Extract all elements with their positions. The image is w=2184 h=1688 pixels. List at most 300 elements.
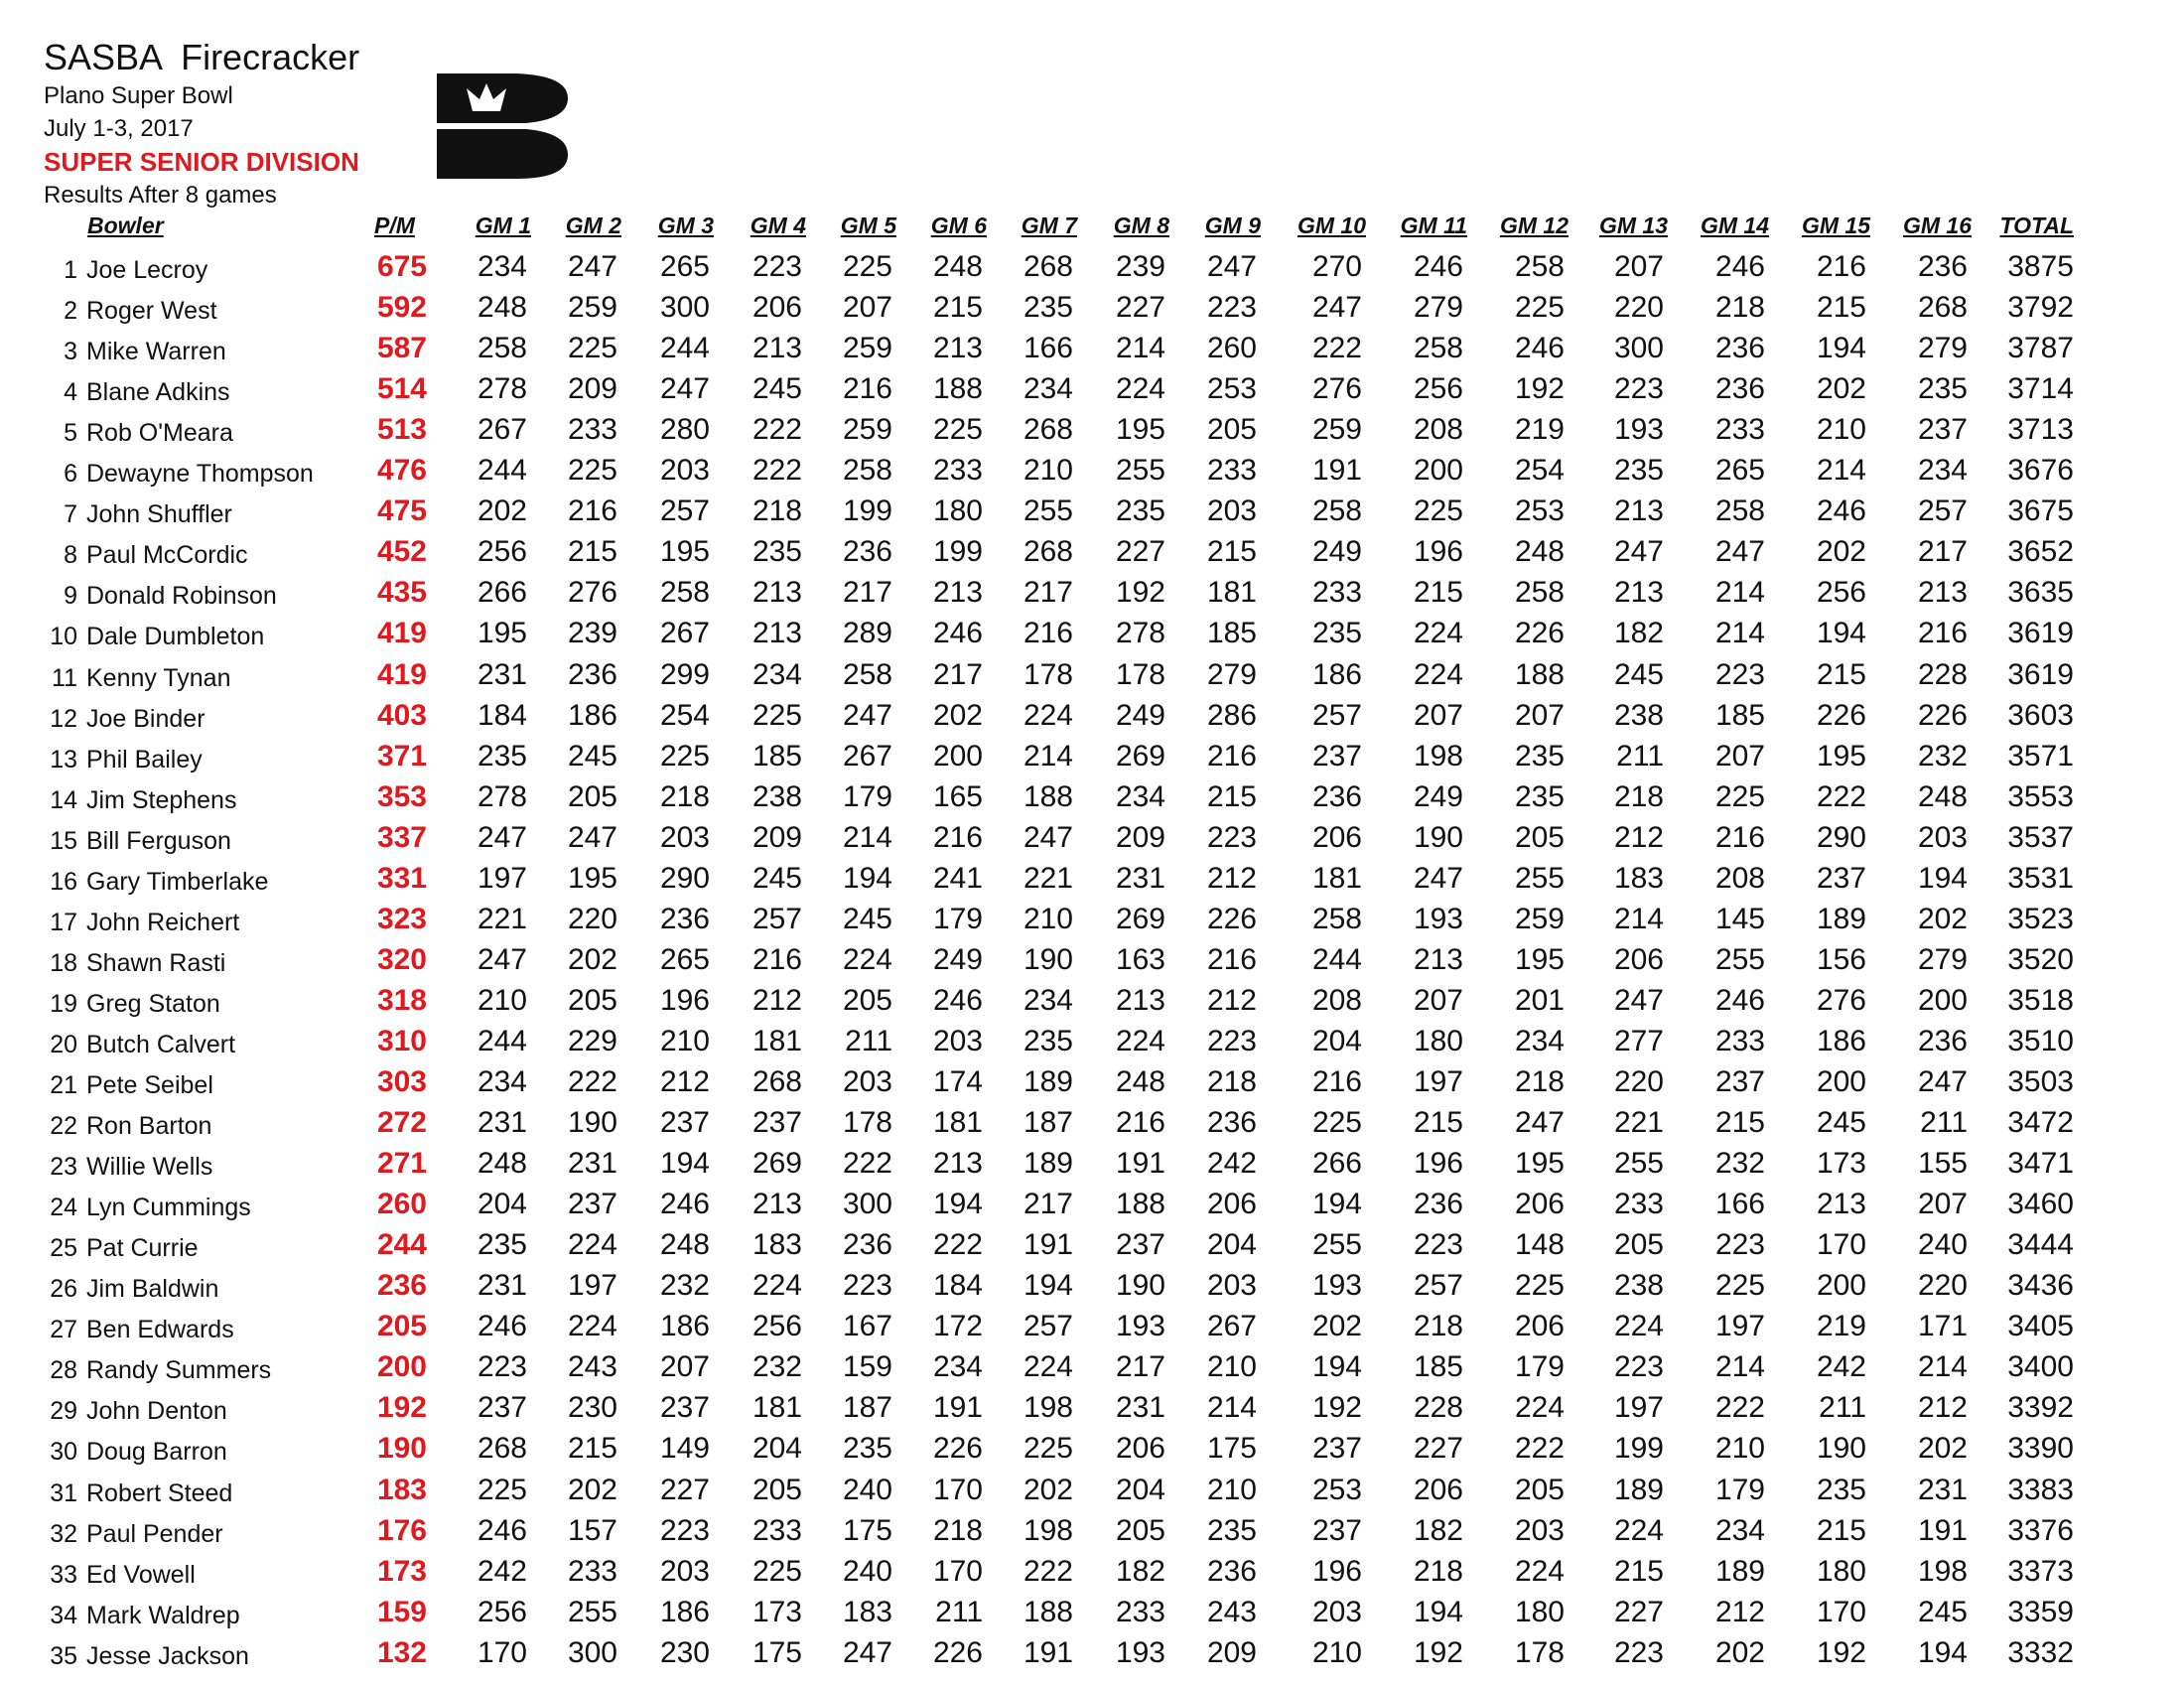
game-score: 234	[1917, 454, 1968, 488]
game-score: 268	[1023, 413, 1073, 447]
game-score: 220	[1613, 1065, 1664, 1098]
game-score: 233	[1311, 576, 1362, 610]
game-score: 193	[1311, 1269, 1362, 1303]
table-row	[0, 858, 2184, 899]
game-score: 210	[477, 983, 527, 1017]
game-score: 200	[1816, 1065, 1866, 1098]
game-score: 234	[1023, 983, 1073, 1017]
column-header-game: GM 12	[1499, 212, 1569, 238]
game-score: 213	[1816, 1188, 1866, 1221]
rank-cell: 21	[50, 1071, 77, 1099]
game-score: 180	[932, 494, 983, 528]
game-score: 255	[1514, 861, 1565, 895]
bowler-name: Jim Stephens	[86, 785, 237, 814]
game-score: 223	[842, 1269, 892, 1303]
game-score: 232	[1714, 1147, 1765, 1181]
game-score: 239	[1115, 250, 1165, 283]
rank-cell: 7	[64, 500, 77, 529]
game-score: 248	[659, 1228, 710, 1262]
game-score: 260	[1206, 332, 1257, 365]
game-score: 236	[1714, 372, 1765, 406]
game-score: 215	[1613, 1554, 1664, 1588]
game-score: 224	[751, 1269, 802, 1303]
game-score: 195	[567, 861, 617, 895]
game-score: 248	[932, 250, 983, 283]
pm-cell: 303	[376, 1065, 427, 1098]
game-score: 194	[842, 861, 892, 895]
game-score: 223	[1613, 1350, 1664, 1384]
pm-cell: 371	[376, 739, 427, 773]
rank-cell: 28	[50, 1356, 77, 1385]
total-cell: 3787	[2007, 332, 2074, 365]
game-score: 231	[567, 1147, 617, 1181]
game-score: 209	[567, 372, 617, 406]
bowler-name: Pat Currie	[86, 1234, 199, 1263]
pm-cell: 452	[376, 535, 427, 569]
dates: July 1-3, 2017	[44, 115, 194, 142]
game-score: 267	[477, 413, 527, 447]
total-cell: 3460	[2007, 1188, 2074, 1221]
game-score: 258	[1311, 494, 1362, 528]
table-row	[0, 817, 2184, 858]
game-score: 226	[1206, 902, 1257, 935]
rank-cell: 13	[50, 745, 77, 774]
game-score: 190	[567, 1106, 617, 1140]
game-score: 180	[1413, 1024, 1463, 1057]
game-score: 200	[932, 739, 983, 773]
game-score: 181	[1206, 576, 1257, 610]
game-score: 224	[567, 1310, 617, 1343]
game-score: 245	[751, 372, 802, 406]
game-score: 219	[1514, 413, 1565, 447]
game-score: 258	[1714, 494, 1765, 528]
total-cell: 3652	[2007, 535, 2074, 569]
game-score: 237	[1311, 1432, 1362, 1466]
column-header-game: GM 8	[1113, 212, 1169, 238]
game-score: 198	[1413, 739, 1463, 773]
game-score: 202	[932, 698, 983, 732]
pm-cell: 323	[376, 902, 427, 935]
game-score: 247	[1413, 861, 1463, 895]
game-score: 207	[1413, 983, 1463, 1017]
game-score: 193	[1115, 1635, 1165, 1669]
game-score: 170	[932, 1473, 983, 1506]
pm-cell: 476	[376, 454, 427, 488]
game-score: 199	[932, 535, 983, 569]
game-score: 171	[1917, 1310, 1968, 1343]
table-row	[0, 450, 2184, 491]
total-cell: 3392	[2007, 1391, 2074, 1425]
game-score: 258	[477, 332, 527, 365]
game-score: 181	[932, 1106, 983, 1140]
game-score: 172	[932, 1310, 983, 1343]
bowler-name: Jesse Jackson	[86, 1641, 249, 1670]
game-score: 149	[659, 1432, 710, 1466]
game-score: 183	[751, 1228, 802, 1262]
game-score: 179	[1714, 1473, 1765, 1506]
game-score: 255	[567, 1595, 617, 1628]
game-score: 203	[1206, 494, 1257, 528]
game-score: 224	[1613, 1310, 1664, 1343]
game-score: 203	[659, 1554, 710, 1588]
game-score: 224	[842, 942, 892, 976]
game-score: 248	[477, 1147, 527, 1181]
game-score: 207	[842, 291, 892, 325]
table-row	[0, 1632, 2184, 1673]
game-score: 205	[1115, 1513, 1165, 1547]
game-score: 247	[1714, 535, 1765, 569]
game-score: 207	[1714, 739, 1765, 773]
rank-cell: 15	[50, 826, 77, 855]
game-score: 203	[659, 820, 710, 854]
game-score: 238	[1613, 698, 1664, 732]
game-score: 236	[1413, 1188, 1463, 1221]
game-score: 247	[567, 820, 617, 854]
game-score: 179	[1514, 1350, 1565, 1384]
game-score: 253	[1514, 494, 1565, 528]
game-score: 225	[1714, 1269, 1765, 1303]
game-score: 249	[1115, 698, 1165, 732]
game-score: 180	[1816, 1554, 1866, 1588]
game-score: 220	[1917, 1269, 1968, 1303]
game-score: 244	[477, 1024, 527, 1057]
game-score: 269	[1115, 739, 1165, 773]
game-score: 218	[1514, 1065, 1565, 1098]
game-score: 205	[1514, 820, 1565, 854]
game-score: 255	[1311, 1228, 1362, 1262]
game-score: 198	[1023, 1391, 1073, 1425]
total-cell: 3553	[2007, 779, 2074, 813]
game-score: 212	[1206, 861, 1257, 895]
game-score: 236	[567, 657, 617, 691]
game-score: 222	[1023, 1554, 1073, 1588]
total-cell: 3875	[2007, 250, 2074, 283]
game-score: 258	[842, 454, 892, 488]
game-score: 214	[842, 820, 892, 854]
total-cell: 3518	[2007, 983, 2074, 1017]
game-score: 206	[1311, 820, 1362, 854]
game-score: 254	[1514, 454, 1565, 488]
game-score: 188	[1115, 1188, 1165, 1221]
game-score: 216	[1816, 250, 1866, 283]
game-score: 214	[1613, 902, 1664, 935]
game-score: 209	[1115, 820, 1165, 854]
game-score: 246	[1816, 494, 1866, 528]
game-score: 193	[1613, 413, 1664, 447]
game-score: 200	[1816, 1269, 1866, 1303]
total-cell: 3471	[2007, 1147, 2074, 1181]
game-score: 247	[842, 1635, 892, 1669]
game-score: 217	[1115, 1350, 1165, 1384]
bowler-name: Mark Waldrep	[86, 1601, 240, 1629]
game-score: 213	[751, 1188, 802, 1221]
table-row	[0, 1387, 2184, 1428]
game-score: 236	[1206, 1106, 1257, 1140]
game-score: 224	[1514, 1554, 1565, 1588]
rank-cell: 24	[50, 1194, 77, 1222]
game-score: 187	[842, 1391, 892, 1425]
game-score: 166	[1023, 332, 1073, 365]
game-score: 229	[567, 1024, 617, 1057]
game-score: 258	[1514, 576, 1565, 610]
game-score: 215	[1816, 291, 1866, 325]
venue: Plano Super Bowl	[44, 82, 233, 109]
game-score: 234	[1514, 1024, 1565, 1057]
game-score: 234	[477, 1065, 527, 1098]
game-score: 237	[659, 1391, 710, 1425]
game-score: 223	[477, 1350, 527, 1384]
game-score: 191	[1917, 1513, 1968, 1547]
game-score: 224	[1115, 1024, 1165, 1057]
column-header-game: GM 6	[930, 212, 987, 238]
game-score: 187	[1023, 1106, 1073, 1140]
table-row	[0, 1143, 2184, 1184]
column-header-game: GM 9	[1204, 212, 1261, 238]
rank-cell: 32	[50, 1519, 77, 1548]
game-score: 218	[1714, 291, 1765, 325]
game-score: 216	[1115, 1106, 1165, 1140]
game-score: 247	[842, 698, 892, 732]
game-score: 237	[659, 1106, 710, 1140]
game-score: 195	[1514, 1147, 1565, 1181]
game-score: 192	[1311, 1391, 1362, 1425]
game-score: 231	[477, 1269, 527, 1303]
game-score: 236	[1917, 1024, 1968, 1057]
table-row	[0, 776, 2184, 817]
game-score: 216	[842, 372, 892, 406]
column-header-game: GM 13	[1598, 212, 1668, 238]
game-score: 195	[477, 617, 527, 650]
game-score: 145	[1714, 902, 1765, 935]
game-score: 205	[751, 1473, 802, 1506]
game-score: 214	[1206, 1391, 1257, 1425]
bowler-name: Dewayne Thompson	[86, 460, 314, 489]
game-score: 188	[1514, 657, 1565, 691]
game-score: 248	[1115, 1065, 1165, 1098]
game-score: 220	[567, 902, 617, 935]
bowler-name: Mike Warren	[86, 338, 226, 366]
game-score: 225	[1311, 1106, 1362, 1140]
game-score: 226	[932, 1635, 983, 1669]
game-score: 218	[1206, 1065, 1257, 1098]
game-score: 202	[1917, 902, 1968, 935]
game-score: 175	[751, 1635, 802, 1669]
pm-cell: 236	[376, 1269, 427, 1303]
game-score: 190	[1023, 942, 1073, 976]
game-score: 243	[567, 1350, 617, 1384]
game-score: 216	[1206, 739, 1257, 773]
game-score: 193	[1115, 1310, 1165, 1343]
game-score: 247	[1206, 250, 1257, 283]
game-score: 194	[1311, 1188, 1362, 1221]
column-header-game: GM 16	[1902, 212, 1972, 238]
game-score: 235	[1816, 1473, 1866, 1506]
game-score: 234	[1023, 372, 1073, 406]
game-score: 208	[1413, 413, 1463, 447]
bowler-name: Ed Vowell	[86, 1560, 196, 1589]
game-score: 234	[1115, 779, 1165, 813]
bowler-name: Greg Staton	[86, 989, 220, 1018]
table-row	[0, 899, 2184, 939]
total-cell: 3376	[2007, 1513, 2074, 1547]
game-score: 224	[567, 1228, 617, 1262]
game-score: 255	[1714, 942, 1765, 976]
game-score: 215	[1714, 1106, 1765, 1140]
game-score: 224	[1413, 617, 1463, 650]
game-score: 190	[1115, 1269, 1165, 1303]
game-score: 237	[1311, 1513, 1362, 1547]
game-score: 235	[751, 535, 802, 569]
game-score: 195	[1514, 942, 1565, 976]
game-score: 249	[1311, 535, 1362, 569]
game-score: 242	[1816, 1350, 1866, 1384]
game-score: 186	[659, 1595, 710, 1628]
game-score: 266	[477, 576, 527, 610]
game-score: 233	[751, 1513, 802, 1547]
game-score: 216	[1023, 617, 1073, 650]
game-score: 210	[1023, 902, 1073, 935]
game-score: 223	[751, 250, 802, 283]
table-row	[0, 613, 2184, 653]
pm-cell: 190	[376, 1432, 427, 1466]
rank-cell: 25	[50, 1234, 77, 1263]
game-score: 211	[845, 1024, 892, 1057]
game-score: 222	[1514, 1432, 1565, 1466]
pm-cell: 331	[376, 861, 427, 895]
game-score: 245	[567, 739, 617, 773]
game-score: 244	[477, 454, 527, 488]
game-score: 207	[659, 1350, 710, 1384]
pm-cell: 513	[376, 413, 427, 447]
game-score: 202	[1311, 1310, 1362, 1343]
game-score: 157	[567, 1513, 617, 1547]
game-score: 218	[1413, 1554, 1463, 1588]
game-score: 235	[1917, 372, 1968, 406]
game-score: 216	[1206, 942, 1257, 976]
table-row	[0, 654, 2184, 695]
game-score: 256	[1413, 372, 1463, 406]
rank-cell: 34	[50, 1601, 77, 1629]
game-score: 279	[1917, 942, 1968, 976]
pm-cell: 675	[376, 250, 427, 283]
game-score: 206	[751, 291, 802, 325]
game-score: 216	[567, 494, 617, 528]
game-score: 238	[751, 779, 802, 813]
game-score: 210	[1714, 1432, 1765, 1466]
game-score: 268	[477, 1432, 527, 1466]
game-score: 230	[659, 1635, 710, 1669]
game-score: 237	[751, 1106, 802, 1140]
game-score: 224	[1023, 698, 1073, 732]
game-score: 189	[1816, 902, 1866, 935]
game-score: 195	[1115, 413, 1165, 447]
game-score: 247	[659, 372, 710, 406]
game-score: 165	[932, 779, 983, 813]
game-score: 223	[1714, 1228, 1765, 1262]
pm-cell: 176	[376, 1513, 427, 1547]
game-score: 235	[1514, 739, 1565, 773]
total-cell: 3383	[2007, 1473, 2074, 1506]
game-score: 224	[1514, 1391, 1565, 1425]
rank-cell: 14	[50, 785, 77, 814]
game-score: 200	[1413, 454, 1463, 488]
column-header-game: GM 7	[1021, 212, 1077, 238]
game-score: 196	[1311, 1554, 1362, 1588]
game-score: 247	[1613, 983, 1664, 1017]
game-score: 248	[477, 291, 527, 325]
game-score: 201	[1514, 983, 1565, 1017]
game-score: 213	[751, 576, 802, 610]
game-score: 217	[1023, 576, 1073, 610]
game-score: 204	[1206, 1228, 1257, 1262]
game-score: 268	[1023, 535, 1073, 569]
game-score: 225	[659, 739, 710, 773]
game-score: 231	[1115, 861, 1165, 895]
game-score: 231	[477, 657, 527, 691]
game-score: 246	[932, 617, 983, 650]
game-score: 198	[1023, 1513, 1073, 1547]
game-score: 235	[1311, 617, 1362, 650]
game-score: 209	[751, 820, 802, 854]
game-score: 203	[932, 1024, 983, 1057]
pm-cell: 310	[376, 1024, 427, 1057]
game-score: 193	[1413, 902, 1463, 935]
total-cell: 3510	[2007, 1024, 2074, 1057]
game-score: 227	[1413, 1432, 1463, 1466]
pm-cell: 173	[376, 1554, 427, 1588]
rank-cell: 8	[64, 541, 77, 570]
game-score: 212	[659, 1065, 710, 1098]
game-score: 221	[1023, 861, 1073, 895]
game-score: 246	[1514, 332, 1565, 365]
game-score: 300	[1613, 332, 1664, 365]
game-score: 205	[567, 983, 617, 1017]
rank-cell: 9	[64, 582, 77, 611]
total-cell: 3675	[2007, 494, 2074, 528]
game-score: 224	[1413, 657, 1463, 691]
game-score: 197	[567, 1269, 617, 1303]
column-header-bowler: Bowler	[87, 212, 164, 238]
game-score: 242	[477, 1554, 527, 1588]
game-score: 183	[842, 1595, 892, 1628]
pm-cell: 318	[376, 983, 427, 1017]
game-score: 215	[567, 1432, 617, 1466]
bowler-name: Joe Binder	[86, 704, 205, 733]
table-row	[0, 695, 2184, 736]
total-cell: 3400	[2007, 1350, 2074, 1384]
rank-cell: 3	[64, 338, 77, 366]
pm-cell: 419	[376, 657, 427, 691]
game-score: 267	[842, 739, 892, 773]
game-score: 189	[1023, 1065, 1073, 1098]
game-score: 233	[1714, 1024, 1765, 1057]
game-score: 194	[1816, 617, 1866, 650]
game-score: 269	[751, 1147, 802, 1181]
rank-cell: 22	[50, 1112, 77, 1141]
game-score: 184	[477, 698, 527, 732]
game-score: 210	[659, 1024, 710, 1057]
game-score: 228	[1917, 657, 1968, 691]
game-score: 277	[1613, 1024, 1664, 1057]
game-score: 247	[1917, 1065, 1968, 1098]
total-cell: 3444	[2007, 1228, 2074, 1262]
column-header-pm: P/M	[374, 212, 415, 238]
game-score: 247	[1514, 1106, 1565, 1140]
game-score: 197	[1613, 1391, 1664, 1425]
game-score: 217	[842, 576, 892, 610]
table-row	[0, 1021, 2184, 1061]
game-score: 245	[842, 902, 892, 935]
